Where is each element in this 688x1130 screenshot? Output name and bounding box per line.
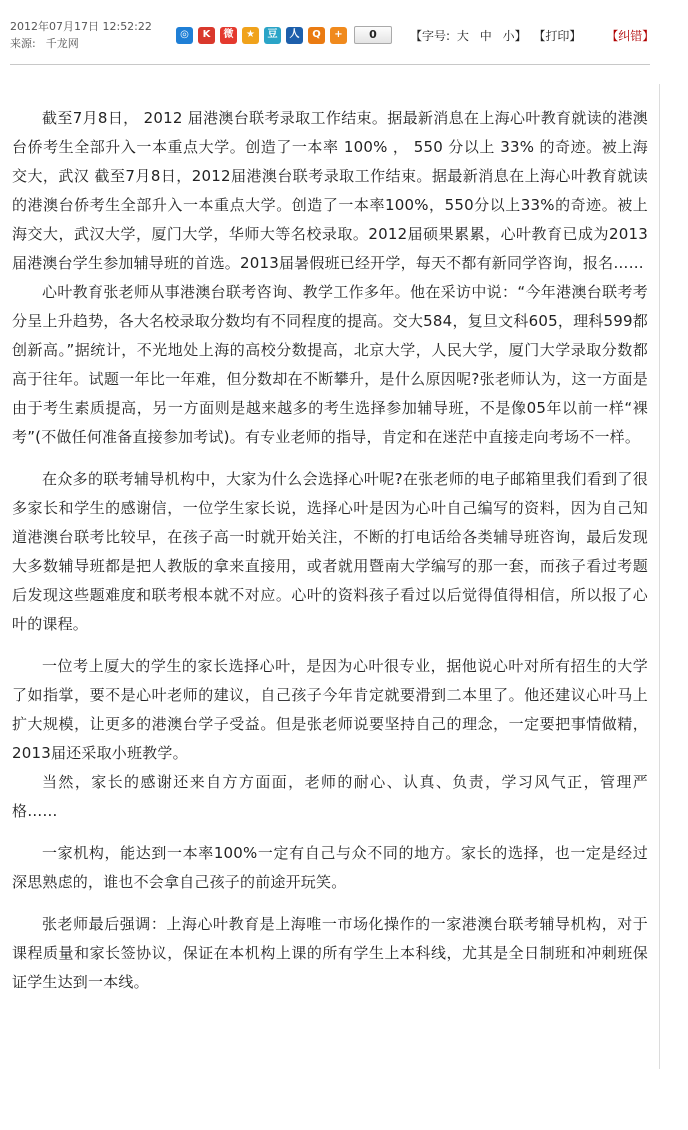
article-paragraph: 一位考上厦大的学生的家长选择心叶，是因为心叶很专业，据他说心叶对所有招生的大学了如指掌，要不是心叶老师的建议，自己孩子今年肯定就要滑到二本里了。他还建议心叶马上扩大规模，让更多的港澳台学子受益。但是张老师说要坚持自己的理念，一定要把事情做精，2013届还采取小班教学。 xyxy=(12,657,648,762)
share-count: 0 xyxy=(354,26,392,44)
font-size-label: 【字号: xyxy=(410,29,451,43)
source-value: 千龙网 xyxy=(45,37,79,50)
tencent-weibo-share-icon[interactable]: Q xyxy=(308,27,325,44)
qzone-share-icon[interactable]: ◎ xyxy=(176,27,193,44)
article-paragraph: 截至7月8日， 2012 届港澳台联考录取工作结束。据最新消息在上海心叶教育就读的港澳台侨考生全部升入一本重点大学。创造了一本率 100% ， 550 分以上 33% 的奇迹。被上海交大，武汉 截至7月8日，2012届港澳台联考录取工作结束。据最新消息在上海心叶教育就读的港澳台侨考生全部升入一本重点大学。创造了一本率100%，550分以上33%的奇迹。被上海交大，武汉大学，厦门大学，华师大等名校录取。2012届硕果累累，心叶教育已成为2013届港澳台学生参加辅导班的首选。2013届暑假班已经开学，每天不都有新同学咨询，报名…… xyxy=(12,109,648,272)
article-paragraph: 心叶教育张老师从事港澳台联考咨询、教学工作多年。他在采访中说：“今年港澳台联考考分呈上升趋势，各大名校录取分数均有不同程度的提高。交大584，复旦文科605，理科599都创新高。”据统计，不光地处上海的高校分数提高，北京大学，人民大学，厦门大学录取分数都高于往年。试题一年比一年难，但分数却在不断攀升，是什么原因呢?张老师认为，这一方面是由于考生素质提高，另一方面则是越来越多的考生选择参加辅导班，不是像05年以前一样“裸考”(不做任何准备直接参加考试)。有专业老师的指导，肯定和在迷茫中直接走向考场不一样。 xyxy=(12,283,648,446)
share-toolbar xyxy=(176,26,392,44)
report-error-link[interactable]: 【纠错】 xyxy=(606,29,655,43)
article-paragraph: 一家机构，能达到一本率100%一定有自己与众不同的地方。家长的选择，也一定是经过深思熟虑的，谁也不会拿自己孩子的前途开玩笑。 xyxy=(12,844,648,891)
more-share-icon[interactable]: + xyxy=(330,27,347,44)
print-link[interactable]: 【打印】 xyxy=(533,29,582,43)
publish-datetime: 2012年07月17日 12:52:22 xyxy=(10,20,152,33)
qq-favorite-icon[interactable]: ★ xyxy=(242,27,259,44)
font-size-small-link[interactable]: 小】 xyxy=(502,29,527,43)
article-paragraph: 张老师最后强调：上海心叶教育是上海唯一市场化操作的一家港澳台联考辅导机构，对于课程质量和家长签协议，保证在本机构上课的所有学生上本科线，尤其是全日制班和冲刺班保证学生达到一本线。 xyxy=(12,915,648,991)
douban-share-icon[interactable]: 豆 xyxy=(264,27,281,44)
source-label: 来源: xyxy=(10,37,36,50)
font-size-large-link[interactable]: 大 xyxy=(456,29,469,43)
renren-share-icon[interactable]: 人 xyxy=(286,27,303,44)
article-meta xyxy=(10,18,152,52)
article-header xyxy=(10,10,655,62)
content-border xyxy=(659,84,660,1069)
article-source xyxy=(10,35,152,52)
article-paragraph: 在众多的联考辅导机构中，大家为什么会选择心叶呢?在张老师的电子邮箱里我们看到了很多家长和学生的感谢信，一位学生家长说，选择心叶是因为心叶自己编写的资料，因为自己知道港澳台联考比较早，在孩子高一时就开始关注，不断的打电话给各类辅导班咨询，最后发现大多数辅导班都是把人教版的拿来直接用，或者就用暨南大学编写的那一套，而孩子看过考题后发现这些题难度和联考根本就不对应。心叶的资料孩子看过以后觉得值得相信，所以报了心叶的课程。 xyxy=(12,470,648,633)
header-divider xyxy=(10,64,650,65)
weibo-share-icon[interactable]: 微 xyxy=(220,27,237,44)
article-body xyxy=(12,104,648,997)
kaixin-share-icon[interactable]: K xyxy=(198,27,215,44)
article-paragraph: 当然，家长的感谢还来自方方面面，老师的耐心、认真、负责，学习风气正，管理严格…… xyxy=(12,773,648,820)
font-size-medium-link[interactable]: 中 xyxy=(479,29,492,43)
article-tools xyxy=(410,27,657,44)
